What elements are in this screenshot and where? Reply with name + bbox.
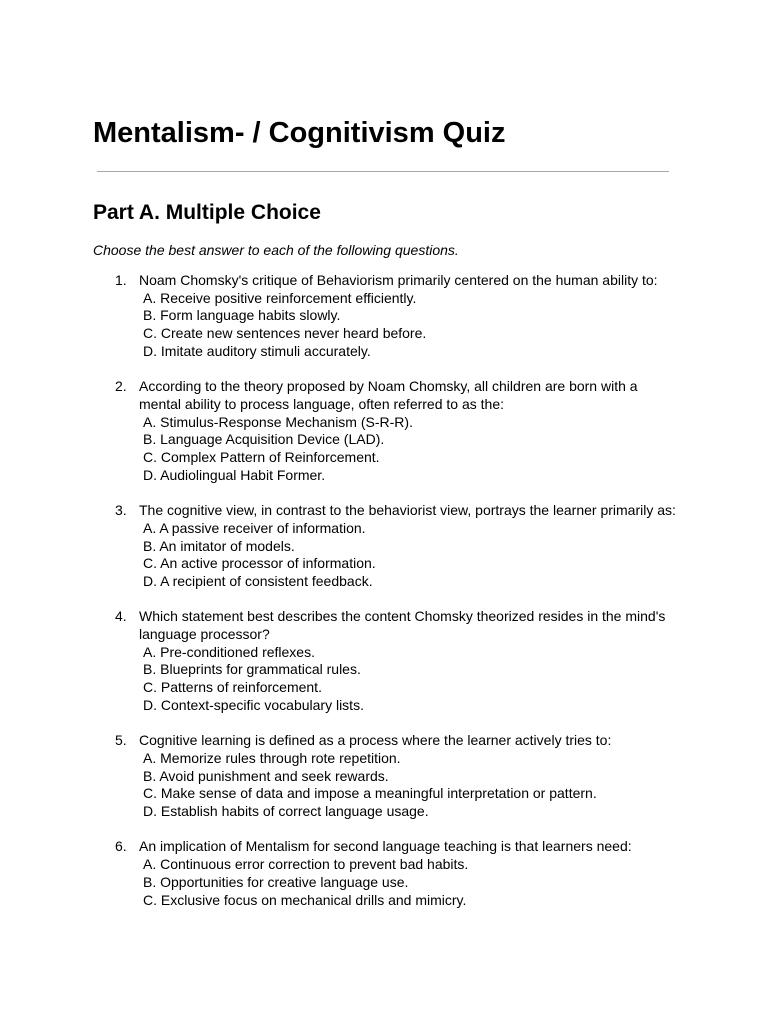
- page-title: Mentalism- / Cognitivism Quiz: [93, 117, 506, 149]
- answer-option: B. Avoid punishment and seek rewards.: [143, 767, 389, 784]
- question-item: [93, 732, 683, 821]
- answer-option: D. Establish habits of correct language usage.: [143, 803, 429, 820]
- question-text: An implication of Mentalism for second language teaching is that learners need:: [139, 838, 632, 855]
- question-text: According to the theory proposed by Noam Chomsky, all children are born with a mental ability to process language, often referred to as the:: [139, 378, 638, 412]
- answer-options: [139, 414, 683, 485]
- answer-option: A. Pre-conditioned reflexes.: [143, 643, 315, 660]
- answer-options: [139, 644, 683, 715]
- question-item: [93, 272, 683, 361]
- section-heading: Part A. Multiple Choice: [93, 201, 321, 224]
- answer-option: C. An active processor of information.: [143, 555, 376, 572]
- answer-option: C. Patterns of reinforcement.: [143, 679, 322, 696]
- answer-option: B. An imitator of models.: [143, 537, 295, 554]
- question-number: 3.: [115, 502, 127, 519]
- answer-option: C. Exclusive focus on mechanical drills and mimicry.: [143, 891, 467, 908]
- answer-options: [139, 520, 683, 591]
- question-text: Which statement best describes the content Chomsky theorized resides in the mind's language processor?: [139, 608, 666, 643]
- answer-option: D. Context-specific vocabulary lists.: [143, 696, 364, 713]
- answer-options: [139, 750, 683, 821]
- question-text: The cognitive view, in contrast to the behaviorist view, portrays the learner primarily as:: [139, 502, 676, 519]
- answer-option: B. Form language habits slowly.: [143, 307, 341, 324]
- answer-option: A. A passive receiver of information.: [143, 519, 366, 536]
- answer-option: C. Create new sentences never heard before.: [143, 325, 427, 342]
- question-text: Cognitive learning is defined as a process where the learner actively tries to:: [139, 732, 612, 749]
- answer-option: D. A recipient of consistent feedback.: [143, 572, 373, 589]
- answer-option: D. Audiolingual Habit Former.: [143, 466, 326, 483]
- answer-option: B. Opportunities for creative language use.: [143, 873, 409, 890]
- answer-option: A. Continuous error correction to prevent bad habits.: [143, 856, 469, 873]
- title-divider: [97, 171, 669, 172]
- question-text: Noam Chomsky's critique of Behaviorism primarily centered on the human ability to:: [139, 272, 658, 288]
- answer-option: A. Memorize rules through rote repetition.: [143, 749, 401, 766]
- question-item: [93, 378, 683, 484]
- answer-options: [139, 856, 683, 909]
- question-item: [93, 502, 683, 591]
- question-number: 5.: [115, 732, 127, 749]
- question-item: [93, 838, 683, 909]
- answer-option: A. Stimulus-Response Mechanism (S-R-R).: [143, 413, 413, 430]
- question-number: 1.: [115, 272, 127, 288]
- answer-option: C. Complex Pattern of Reinforcement.: [143, 449, 380, 466]
- instructions-text: Choose the best answer to each of the following questions.: [93, 242, 459, 258]
- answer-option: A. Receive positive reinforcement efficiently.: [143, 289, 417, 306]
- answer-option: B. Blueprints for grammatical rules.: [143, 661, 361, 678]
- question-list: [93, 272, 683, 927]
- question-number: 4.: [115, 608, 127, 625]
- question-number: 2.: [115, 378, 127, 395]
- question-number: 6.: [115, 838, 127, 855]
- question-item: [93, 608, 683, 714]
- answer-option: B. Language Acquisition Device (LAD).: [143, 431, 385, 448]
- answer-options: [139, 290, 683, 361]
- answer-option: D. Imitate auditory stimuli accurately.: [143, 342, 371, 359]
- answer-option: C. Make sense of data and impose a meaningful interpretation or pattern.: [143, 785, 597, 802]
